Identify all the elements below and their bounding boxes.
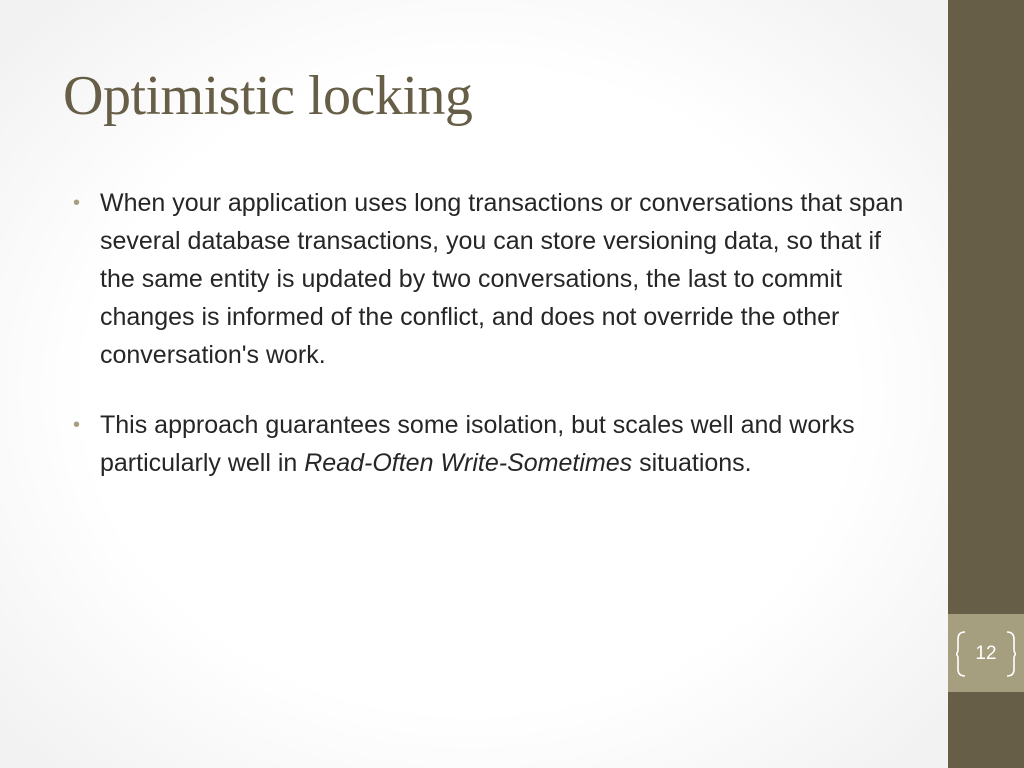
bullet-dot-icon: • — [73, 192, 81, 214]
bullet-text — [100, 411, 855, 477]
bullet-dot-icon: • — [73, 414, 81, 436]
bullet-emphasis: Read-Often Write-Sometimes — [304, 449, 633, 477]
page-number: 12 — [975, 643, 997, 664]
bullet-text-start: This approach guarantees some isolation, but scales well and works particularly well in — [100, 411, 855, 477]
bullet-item — [73, 184, 905, 374]
bullet-list — [73, 184, 905, 482]
bullet-item — [73, 406, 905, 482]
bullet-text: When your application uses long transactions or conversations that span several database transactions, you can store versioning data, so that if the same entity is updated by two conversations, the last to commit changes is informed of the conflict, and does not override the other conversation's work. — [100, 189, 904, 369]
bullet-text-end: situations. — [632, 449, 752, 477]
slide-title: Optimistic locking — [63, 65, 473, 127]
